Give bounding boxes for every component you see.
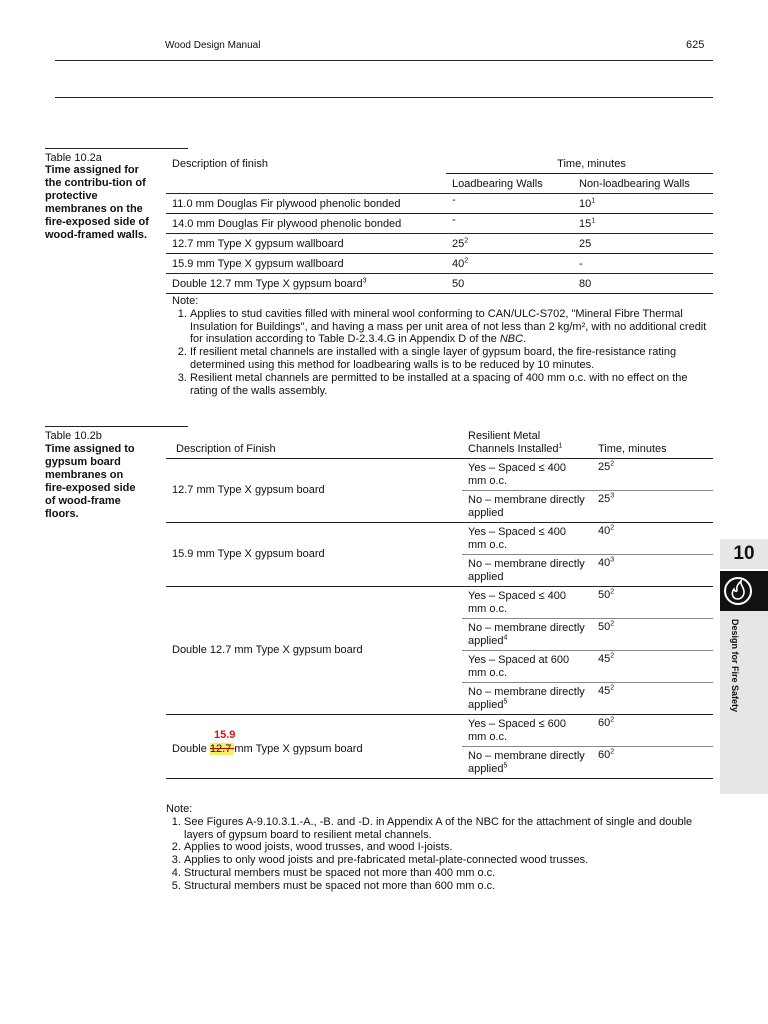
row-channels: Yes – Spaced ≤ 600 mm o.c. — [462, 715, 592, 747]
footnote-ref: 3 — [610, 492, 615, 500]
row-channels: No – membrane directly applied — [468, 622, 585, 647]
row-description: 12.7 mm Type X gypsum board — [166, 459, 462, 523]
column-header-time: Time, minutes — [557, 157, 626, 170]
column-header-description: Description of finish — [172, 157, 268, 170]
note-item: 2. Applies to wood joists, wood trusses, and wood I-joists. — [184, 841, 711, 854]
table-row — [166, 715, 713, 747]
column-header-description: Description of Finish — [176, 443, 276, 455]
header-rule — [55, 60, 713, 61]
footnote-ref: 2 — [464, 236, 469, 244]
note-item: 2. If resilient metal channels are installed with a single layer of gypsum board, the fire-resistance rating determined using this method for loadbearing walls is to be reduced by 10 minutes. — [190, 346, 707, 372]
table-caption: Time assigned for the contribu-tion of protective membranes on the fire-exposed side of wood-framed walls. — [45, 164, 149, 241]
footnote-ref: 2 — [610, 460, 615, 468]
footnote-ref: 1 — [591, 216, 596, 224]
footnote-ref: 2 — [610, 652, 615, 660]
row-time: 45 — [598, 653, 611, 665]
row-channels: No – membrane directly applied — [462, 555, 592, 587]
chapter-tab-label-wrap — [720, 611, 768, 794]
table-row — [166, 459, 713, 491]
table-row — [166, 587, 713, 619]
row-loadbearing: - — [452, 194, 456, 206]
row-channels: No – membrane directly applied — [468, 750, 585, 775]
row-channels: Yes – Spaced at 600 mm o.c. — [462, 651, 592, 683]
row-time: 60 — [598, 749, 611, 761]
flame-icon — [720, 571, 768, 611]
handwritten-correction: 15.9 — [214, 729, 236, 742]
row-time: 25 — [598, 461, 611, 473]
note-item: 1. Applies to stud cavities filled with mineral wool conforming to CAN/ULC-S702, "Mineral Fibre Thermal Insulation for Buildings", and having a mass per unit area of not less than 2 kg/m², with no additional credit for insulation according to Table D-2.3.4.G in Appendix D of the NBC. — [190, 308, 707, 346]
chapter-tab-icon-box — [720, 571, 768, 611]
notes-label: Note: — [166, 803, 193, 815]
row-channels: Yes – Spaced ≤ 400 mm o.c. — [462, 459, 592, 491]
row-channels: Yes – Spaced ≤ 400 mm o.c. — [462, 523, 592, 555]
running-header-title: Wood Design Manual — [165, 40, 261, 51]
row-nonloadbearing: 15 — [579, 217, 592, 230]
row-nonloadbearing: 25 — [579, 237, 592, 250]
table-a-notes — [172, 295, 707, 397]
row-time: 50 — [598, 589, 611, 601]
row-description: 15.9 mm Type X gypsum board — [166, 523, 462, 587]
row-loadbearing: - — [452, 214, 456, 226]
footnote-ref: 2 — [610, 684, 615, 692]
footnote-ref: 5 — [503, 697, 508, 705]
table-row — [166, 234, 713, 254]
note-item: 5. Structural members must be spaced not more than 600 mm o.c. — [184, 880, 711, 893]
row-description: 15.9 mm Type X gypsum wallboard — [166, 254, 446, 274]
notes-label: Note: — [172, 295, 199, 307]
footnote-ref: 5 — [503, 761, 508, 769]
page-number: 625 — [686, 39, 705, 51]
row-loadbearing: 25 — [452, 237, 465, 250]
footnote-ref: 2 — [464, 256, 469, 264]
row-loadbearing: 40 — [452, 257, 465, 270]
table-row — [166, 254, 713, 274]
table-row — [166, 274, 713, 294]
row-channels: No – membrane directly applied — [462, 491, 592, 523]
caption-rule — [45, 148, 188, 149]
footnote-ref: 2 — [610, 524, 615, 532]
row-description: 15.9 Double 12.7 mm Type X gypsum board — [166, 715, 462, 779]
note-item: 4. Structural members must be spaced not more than 400 mm o.c. — [184, 867, 711, 880]
footnote-ref: 2 — [610, 716, 615, 724]
row-time: 40 — [598, 557, 611, 569]
footnote-ref: 1 — [591, 196, 596, 204]
row-channels: No – membrane directly applied — [468, 686, 585, 711]
row-loadbearing: 50 — [452, 277, 465, 290]
caption-rule — [45, 426, 188, 427]
chapter-tab-number: 10 — [720, 539, 768, 569]
row-time: 50 — [598, 621, 611, 633]
row-time: 40 — [598, 525, 611, 537]
header-rule-lower — [55, 97, 713, 98]
column-header-channels: Resilient Metal Channels Installed$^1$ — [468, 430, 563, 455]
note-item: 3. Applies to only wood joists and pre-fabricated metal-plate-connected wood trusses. — [184, 854, 711, 867]
struck-value: 12.7 — [209, 743, 235, 756]
row-description: 12.7 mm Type X gypsum wallboard — [166, 234, 446, 254]
footnote-ref: 3 — [362, 276, 367, 284]
table-number: Table 10.2a — [45, 152, 102, 164]
footnote-ref: 4 — [503, 633, 508, 641]
chapter-tab-label: Design for Fire Safety — [730, 619, 740, 713]
footnote-ref: 2 — [610, 588, 615, 596]
row-description: Double 12.7 mm Type X gypsum board — [172, 277, 363, 290]
column-header-time: Time, minutes — [598, 443, 667, 455]
table-number: Table 10.2b — [45, 430, 102, 442]
table-10-2a — [166, 154, 713, 294]
table-row — [166, 214, 713, 234]
row-time: 60 — [598, 717, 611, 729]
row-nonloadbearing: - — [579, 257, 583, 270]
table-row — [166, 523, 713, 555]
footnote-ref: 2 — [610, 620, 615, 628]
row-time: 25 — [598, 493, 611, 505]
row-nonloadbearing: 80 — [579, 277, 592, 290]
note-item: 1. See Figures A-9.10.3.1.-A., -B. and -D. in Appendix A of the NBC for the attachment of single and double layers of gypsum board to resilient metal channels. — [184, 816, 711, 842]
footnote-ref: 3 — [610, 556, 615, 564]
table-10-2b — [166, 459, 713, 779]
note-item: 3. Resilient metal channels are permitted to be installed at a spacing of 400 mm o.c. with no effect on the rating of the walls assembly. — [190, 372, 707, 398]
row-description: Double 12.7 mm Type X gypsum board — [166, 587, 462, 715]
row-description: 11.0 mm Douglas Fir plywood phenolic bonded — [166, 194, 446, 214]
table-b-notes — [166, 803, 711, 893]
column-header-nonloadbearing: Non-loadbearing Walls — [573, 174, 713, 194]
footnote-ref: 2 — [610, 748, 615, 756]
row-time: 45 — [598, 685, 611, 697]
table-row — [166, 194, 713, 214]
table-caption: Time assigned to gypsum board membranes on fire-exposed side of wood-frame floors. — [45, 443, 136, 520]
row-description: 14.0 mm Douglas Fir plywood phenolic bonded — [166, 214, 446, 234]
row-nonloadbearing: 10 — [579, 197, 592, 210]
column-header-loadbearing: Loadbearing Walls — [446, 174, 573, 194]
row-channels: Yes – Spaced ≤ 400 mm o.c. — [462, 587, 592, 619]
